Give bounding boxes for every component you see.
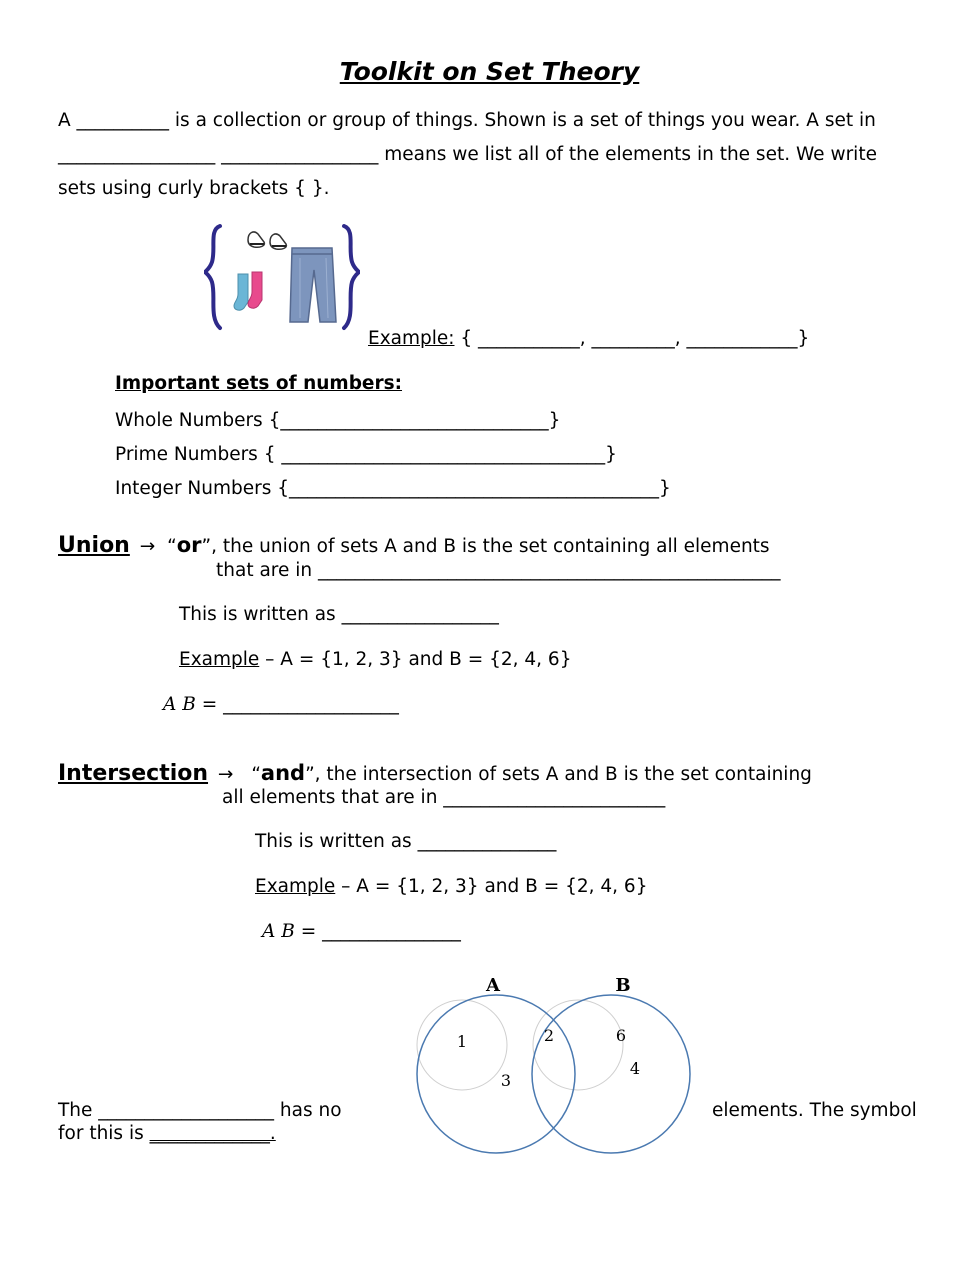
union-definition-line-2: that are in __________________________________________________ — [216, 560, 781, 581]
intersection-example-text: – A = {1, 2, 3} and B = {2, 4, 6} — [335, 876, 648, 897]
intersection-definition-text: ”, the intersection of sets A and B is the set containing — [305, 764, 812, 785]
intersection-expression-sets: A B — [262, 921, 295, 942]
union-arrow-icon: → — [139, 536, 156, 557]
sneakers-icon — [248, 232, 286, 249]
union-written-as: This is written as _________________ — [179, 604, 499, 625]
example-line — [368, 328, 809, 349]
intersection-example-label: Example — [255, 876, 336, 897]
intro-line-1: A __________ is a collection or group of things. Shown is a set of things you wear. A set in — [58, 110, 876, 131]
empty-set-line-right: elements. The symbol — [712, 1100, 917, 1121]
intersection-heading: Intersection — [58, 761, 209, 786]
venn-label-a: A — [486, 975, 500, 996]
union-expression-sets: A B — [163, 694, 196, 715]
union-example-text: – A = {1, 2, 3} and B = {2, 4, 6} — [259, 649, 572, 670]
venn-circle-b — [532, 995, 690, 1153]
union-example-label: Example — [179, 649, 260, 670]
intersection-expression-blank: = _______________ — [294, 921, 461, 942]
union-example-line — [179, 649, 571, 670]
example-label: Example: — [368, 328, 455, 349]
empty-set-line-left: The ___________________ has no — [58, 1100, 342, 1121]
empty-set-line-2 — [58, 1123, 276, 1144]
intersection-written-as: This is written as _______________ — [255, 831, 557, 852]
intro-line-2: _________________ _________________ means we list all of the elements in the set. We write — [58, 144, 877, 165]
union-quote-open: “ — [167, 536, 177, 557]
venn-number: 2 — [543, 1026, 555, 1045]
jeans-icon — [290, 248, 336, 322]
prime-numbers-line: Prime Numbers { ___________________________________} — [115, 444, 617, 465]
union-heading: Union — [58, 533, 130, 558]
right-curly-brace-icon — [344, 226, 359, 328]
empty-set-symbol-text: for this is — [58, 1123, 150, 1144]
intersection-quote-open: “ — [251, 764, 261, 785]
union-definition-text: ”, the union of sets A and B is the set containing all elements — [201, 536, 770, 557]
venn-label-b: B — [615, 975, 631, 996]
venn-number: 3 — [500, 1071, 512, 1090]
important-sets-heading: Important sets of numbers: — [115, 373, 403, 394]
venn-number: 4 — [629, 1059, 641, 1078]
venn-diagram — [400, 965, 710, 1155]
clothing-set-image — [204, 222, 360, 334]
integer-numbers-line: Integer Numbers {________________________________________} — [115, 478, 671, 499]
page-title: Toolkit on Set Theory — [339, 57, 640, 86]
union-definition-line — [58, 533, 770, 558]
intersection-expression — [262, 921, 461, 942]
intersection-keyword: and — [260, 761, 306, 785]
intersection-definition-line-2: all elements that are in ________________________ — [222, 787, 666, 808]
venn-number: 6 — [615, 1026, 627, 1045]
union-expression — [163, 694, 399, 715]
intersection-example-line — [255, 876, 647, 897]
empty-set-symbol-blank: _____________. — [149, 1123, 276, 1144]
union-expression-blank: = ___________________ — [195, 694, 399, 715]
left-curly-brace-icon — [205, 226, 220, 328]
intro-line-3: sets using curly brackets { }. — [58, 178, 330, 199]
whole-numbers-line: Whole Numbers {_____________________________} — [115, 410, 561, 431]
intersection-definition-line — [58, 761, 812, 786]
venn-number: 1 — [456, 1032, 468, 1051]
intersection-arrow-icon: → — [217, 764, 234, 785]
socks-icon — [234, 272, 262, 310]
union-keyword: or — [176, 533, 202, 557]
example-blanks: { ___________, _________, ____________} — [454, 328, 810, 349]
